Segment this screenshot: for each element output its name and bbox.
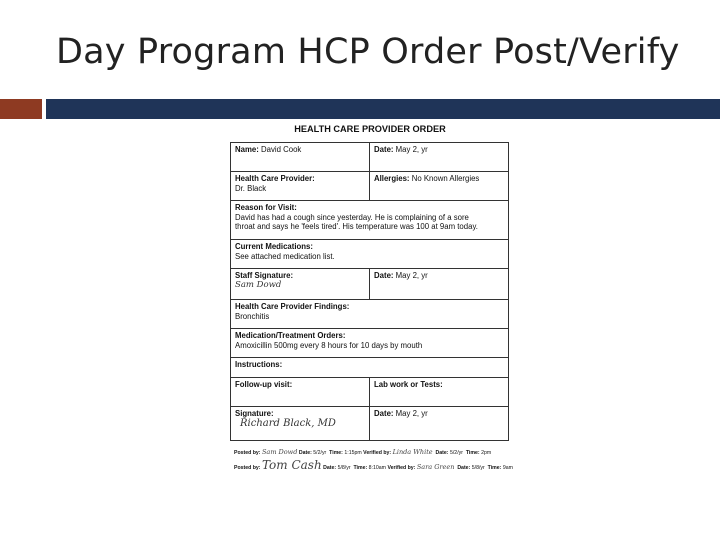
date-cell [370, 143, 508, 171]
reason-label: Reason for Visit: [235, 203, 297, 212]
verified-date-value: 5/2/yr [449, 450, 463, 456]
posted-time-value: 8:10am [368, 465, 386, 471]
accent-bar-red [0, 99, 42, 119]
form-title: HEALTH CARE PROVIDER ORDER [294, 124, 446, 134]
staff-date-label: Date: [374, 271, 394, 280]
form-row-medications [231, 240, 508, 269]
hcp-order-form [230, 142, 509, 441]
posted-date-value: 5/8/yr [337, 465, 351, 471]
reason-line-1: David has had a cough since yesterday. He is complaining of a sore [235, 212, 469, 222]
posted-date-label: Date: [323, 465, 337, 471]
posted-by-value: Tom Cash [261, 458, 322, 472]
provider-label: Health Care Provider: [235, 174, 315, 183]
followup-cell [231, 378, 370, 406]
medications-label: Current Medications: [235, 242, 313, 251]
form-row-signature [231, 407, 508, 440]
orders-cell [231, 329, 508, 357]
findings-value: Bronchitis [235, 311, 270, 321]
posting-line-2 [234, 458, 513, 472]
posted-by-label: Posted by: [234, 465, 261, 471]
name-label: Name: [235, 145, 259, 154]
verified-date-value: 5/8/yr [471, 465, 485, 471]
provider-value: Dr. Black [235, 183, 267, 193]
signature-cell [231, 407, 370, 440]
findings-cell [231, 300, 508, 328]
signature-value: Richard Black, MD [240, 417, 336, 429]
verified-by-value: Sara Green [416, 463, 455, 471]
verified-time-value: 9am [502, 465, 513, 471]
orders-value: Amoxicillin 500mg every 8 hours for 10 days by mouth [235, 340, 423, 350]
form-row-findings [231, 300, 508, 329]
posted-time-label: Time: [353, 465, 368, 471]
accent-bar-navy [46, 99, 720, 119]
form-row-orders [231, 329, 508, 358]
form-row-followup [231, 378, 508, 407]
allergies-label: Allergies: [374, 174, 410, 183]
findings-label: Health Care Provider Findings: [235, 302, 350, 311]
medications-cell [231, 240, 508, 268]
verified-time-label: Time: [465, 450, 480, 456]
labwork-label: Lab work or Tests: [374, 380, 443, 389]
verified-by-value: Linda White [392, 448, 433, 456]
posted-time-value: 1:15pm [344, 450, 362, 456]
verified-time-value: 2pm [481, 450, 492, 456]
verified-time-label: Time: [487, 465, 502, 471]
verified-date-label: Date: [435, 450, 449, 456]
posted-by-label: Posted by: [234, 450, 261, 456]
staff-signature-label: Staff Signature: [235, 271, 294, 280]
allergies-value: No Known Allergies [411, 174, 480, 183]
verified-by-label: Verified by: [387, 465, 416, 471]
name-cell [231, 143, 370, 171]
staff-signature-value: Sam Dowd [235, 279, 282, 290]
posted-by-value: Sam Dowd [261, 448, 298, 456]
posted-date-label: Date: [298, 450, 312, 456]
medications-value: See attached medication list. [235, 251, 335, 261]
reason-line-2: throat and says he 'feels tired'. His temperature was 100 at 9am today. [235, 222, 478, 231]
form-row-staff-signature [231, 269, 508, 300]
followup-label: Follow-up visit: [235, 380, 293, 389]
reason-cell [231, 201, 508, 239]
signature-date-cell [370, 407, 508, 440]
instructions-label: Instructions: [235, 360, 283, 369]
posting-line-1 [234, 448, 491, 456]
provider-cell [231, 172, 370, 200]
verified-by-label: Verified by: [363, 450, 392, 456]
form-row-name [231, 143, 508, 172]
posted-date-value: 5/2/yr [313, 450, 327, 456]
slide-title: Day Program HCP Order Post/Verify [56, 32, 680, 72]
labwork-cell [370, 378, 508, 406]
instructions-cell [231, 358, 508, 377]
form-row-reason [231, 201, 508, 240]
date-label: Date: [374, 145, 394, 154]
allergies-cell [370, 172, 508, 200]
posted-time-label: Time: [329, 450, 343, 456]
form-row-instructions [231, 358, 508, 378]
date-value: May 2, yr [395, 145, 428, 154]
staff-signature-cell [231, 269, 370, 299]
signature-date-value: May 2, yr [395, 409, 428, 418]
verified-date-label: Date: [457, 465, 471, 471]
signature-date-label: Date: [374, 409, 394, 418]
staff-date-value: May 2, yr [395, 271, 428, 280]
name-value: David Cook [261, 145, 302, 154]
signature-label: Signature: [235, 409, 274, 418]
orders-label: Medication/Treatment Orders: [235, 331, 346, 340]
staff-date-cell [370, 269, 508, 299]
form-row-provider [231, 172, 508, 201]
